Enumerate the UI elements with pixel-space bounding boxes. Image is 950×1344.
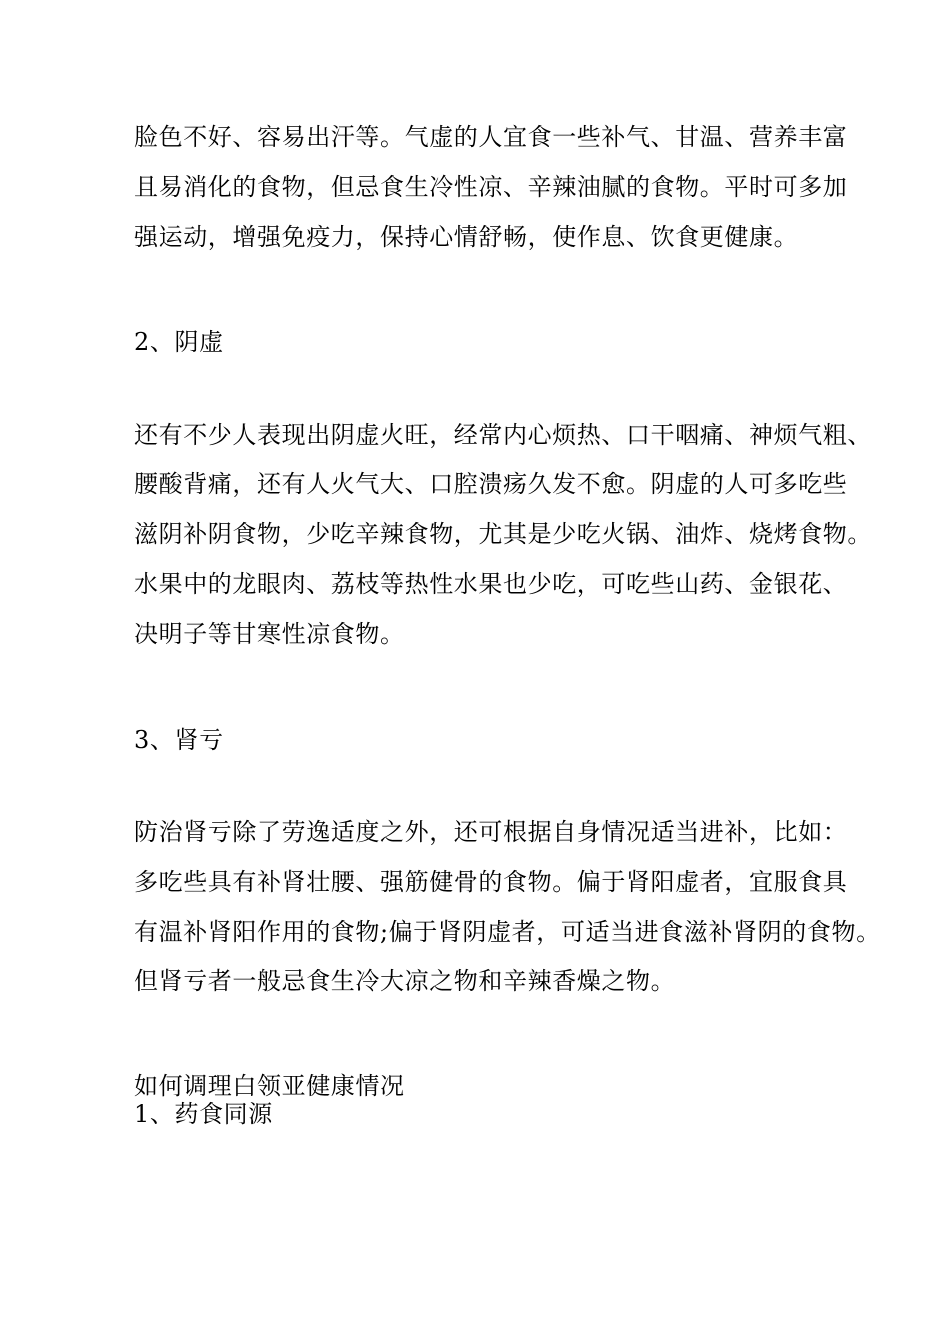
- paragraph-yin-deficiency-line-2: 腰酸背痛，还有人火气大、口腔溃疡久发不愈。阴虚的人可多吃些: [134, 470, 848, 498]
- paragraph-kidney-deficiency-line-2: 多吃些具有补肾壮腰、强筋健骨的食物。偏于肾阳虚者，宜服食具: [134, 868, 848, 896]
- paragraph-kidney-deficiency-line-3: 有温补肾阳作用的食物;偏于肾阴虚者，可适当进食滋补肾阴的食物。: [134, 918, 881, 946]
- heading-kidney-deficiency: 3、肾亏: [134, 726, 224, 754]
- paragraph-yin-deficiency-line-4: 水果中的龙眼肉、荔枝等热性水果也少吃，可吃些山药、金银花、: [134, 570, 848, 598]
- paragraph-kidney-deficiency-line-1: 防治肾亏除了劳逸适度之外，还可根据自身情况适当进补，比如：: [134, 818, 848, 846]
- section-title: 如何调理白领亚健康情况: [134, 1072, 405, 1100]
- heading-yin-deficiency: 2、阴虚: [134, 328, 224, 356]
- paragraph-yin-deficiency-line-1: 还有不少人表现出阴虚火旺，经常内心烦热、口干咽痛、神烦气粗、: [134, 421, 872, 449]
- paragraph-qi-deficiency-line-2: 且易消化的食物，但忌食生冷性凉、辛辣油腻的食物。平时可多加: [134, 173, 848, 201]
- paragraph-yin-deficiency-line-5: 决明子等甘寒性凉食物。: [134, 620, 405, 648]
- paragraph-qi-deficiency-line-1: 脸色不好、容易出汗等。气虚的人宜食一些补气、甘温、营养丰富: [134, 123, 848, 151]
- paragraph-qi-deficiency-line-3: 强运动，增强免疫力，保持心情舒畅，使作息、饮食更健康。: [134, 223, 799, 251]
- paragraph-kidney-deficiency-line-4: 但肾亏者一般忌食生冷大凉之物和辛辣香燥之物。: [134, 967, 676, 995]
- sub-heading-medicine-food: 1、药食同源: [134, 1100, 273, 1128]
- paragraph-yin-deficiency-line-3: 滋阴补阴食物，少吃辛辣食物，尤其是少吃火锅、油炸、烧烤食物。: [134, 520, 872, 548]
